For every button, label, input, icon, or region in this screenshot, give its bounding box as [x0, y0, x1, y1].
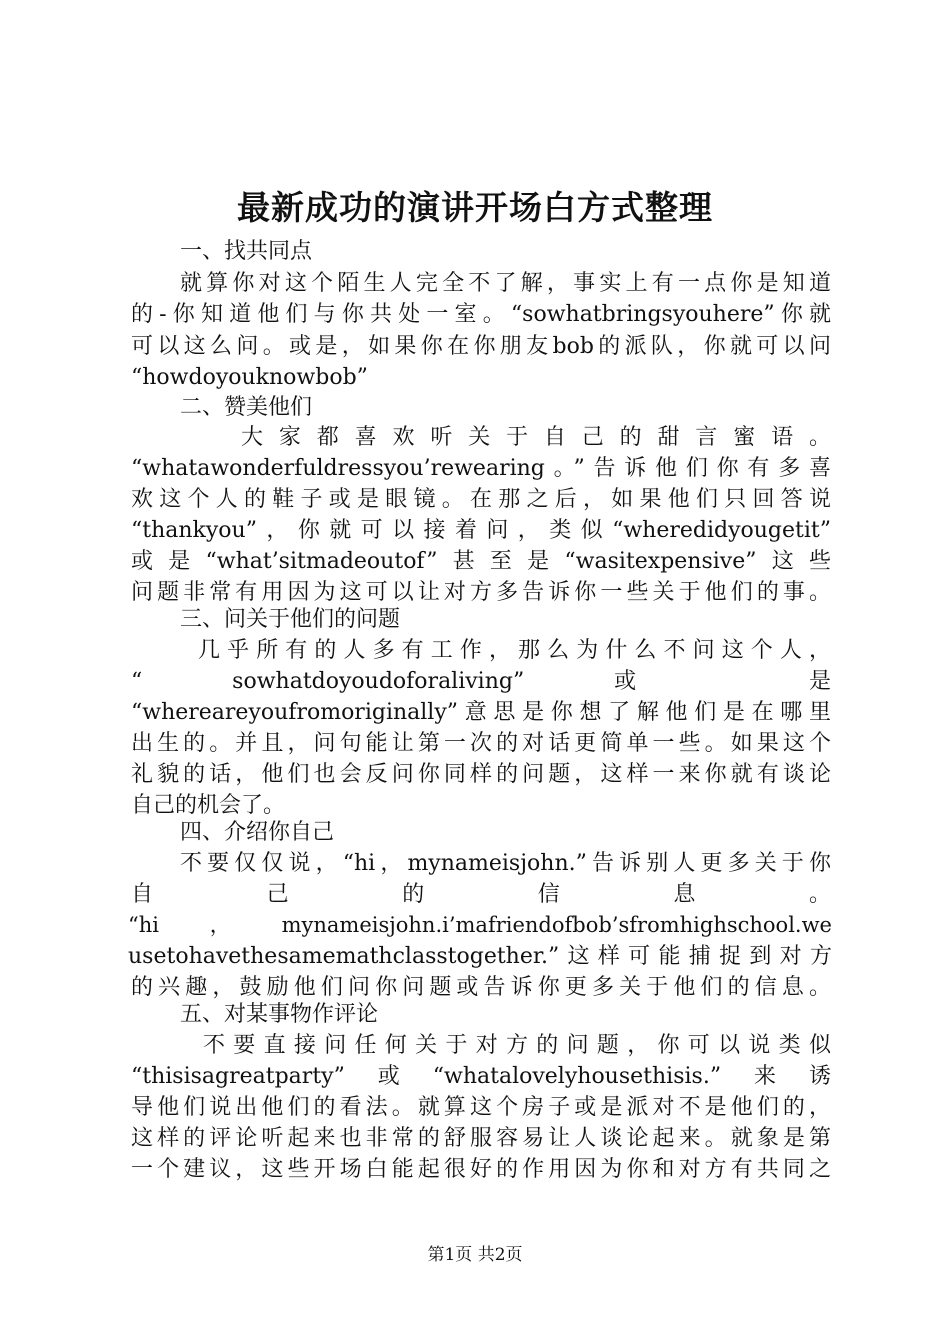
paragraph-line: 的兴趣，鼓励他们问你问题或告诉你更多关于他们的信息。 — [131, 975, 831, 1000]
paragraph-line: “thankyou”，你就可以接着问，类似“wheredidyougetit” — [131, 518, 831, 543]
paragraph-line: 这样的评论听起来也非常的舒服容易让人谈论起来。就象是第 — [131, 1126, 831, 1151]
paragraph-line: 一个建议，这些开场白能起很好的作用因为你和对方有共同之 — [131, 1157, 831, 1182]
paragraph-line: “thisisagreatparty”或“whatalovelyhousethisis.”来诱 — [131, 1064, 831, 1089]
paragraph-line: 不要直接问任何关于对方的问题，你可以说类似 — [203, 1033, 831, 1058]
paragraph-line: 大 家 都 喜 欢 听 关 于 自 己 的 甜 言 蜜 语 。 — [241, 425, 831, 450]
section-heading-3: 三、问关于他们的问题 — [180, 607, 401, 632]
page-footer: 第1页 共2页 — [427, 1245, 523, 1265]
section-heading-2: 二、赞美他们 — [180, 395, 313, 420]
paragraph-line: 出生的。并且，问句能让第一次的对话更简单一些。如果这个 — [131, 731, 831, 756]
section-heading-4: 四、介绍你自己 — [180, 820, 335, 845]
paragraph-line: “howdoyouknowbob” — [131, 365, 368, 390]
paragraph-line: “whereareyoufromoriginally”意思是你想了解他们是在哪里 — [131, 700, 831, 725]
paragraph-line: 礼貌的话，他们也会反问你同样的问题，这样一来你就有谈论 — [131, 762, 831, 787]
paragraph-line: 问题非常有用因为这可以让对方多告诉你一些关于他们的事。 — [131, 580, 831, 605]
document-title: 最新成功的演讲开场白方式整理 — [237, 188, 713, 227]
paragraph-line: 导他们说出他们的看法。就算这个房子或是派对不是他们的， — [131, 1095, 831, 1120]
paragraph-line: 的-你知道他们与你共处一室。“sowhatbringsyouhere”你就 — [131, 302, 831, 327]
paragraph-line: 自 己 的 信 息 。 — [131, 882, 831, 907]
paragraph-line: usetohavethesamemathclasstogether.”这样可能捕捉到对方 — [128, 944, 832, 969]
paragraph-line: “hi，mynameisjohn.i’mafriendofbob’sfromhighschool.we — [128, 913, 832, 937]
paragraph-line: 几乎所有的人多有工作，那么为什么不问这个人， — [198, 638, 831, 663]
paragraph-line: 欢这个人的鞋子或是眼镜。在那之后，如果他们只回答说 — [131, 487, 831, 512]
paragraph-line: “whatawonderfuldressyou’rewearing。”告诉他们你有多喜 — [131, 456, 831, 481]
paragraph-line: 可以这么问。或是，如果你在你朋友bob的派队，你就可以问 — [131, 334, 831, 359]
paragraph-line: 自己的机会了。 — [131, 793, 286, 818]
section-heading-5: 五、对某事物作评论 — [180, 1002, 379, 1027]
paragraph-line: “ sowhatdoyoudoforaliving” 或 是 — [131, 669, 831, 694]
section-heading-1: 一、找共同点 — [180, 239, 313, 264]
paragraph-line: 不要仅仅说，“hi，mynameisjohn.”告诉别人更多关于你 — [180, 851, 831, 876]
paragraph-line: 就算你对这个陌生人完全不了解，事实上有一点你是知道 — [180, 271, 831, 296]
paragraph-line: 或是“what’sitmadeoutof”甚至是“wasitexpensive”这些 — [131, 549, 831, 574]
